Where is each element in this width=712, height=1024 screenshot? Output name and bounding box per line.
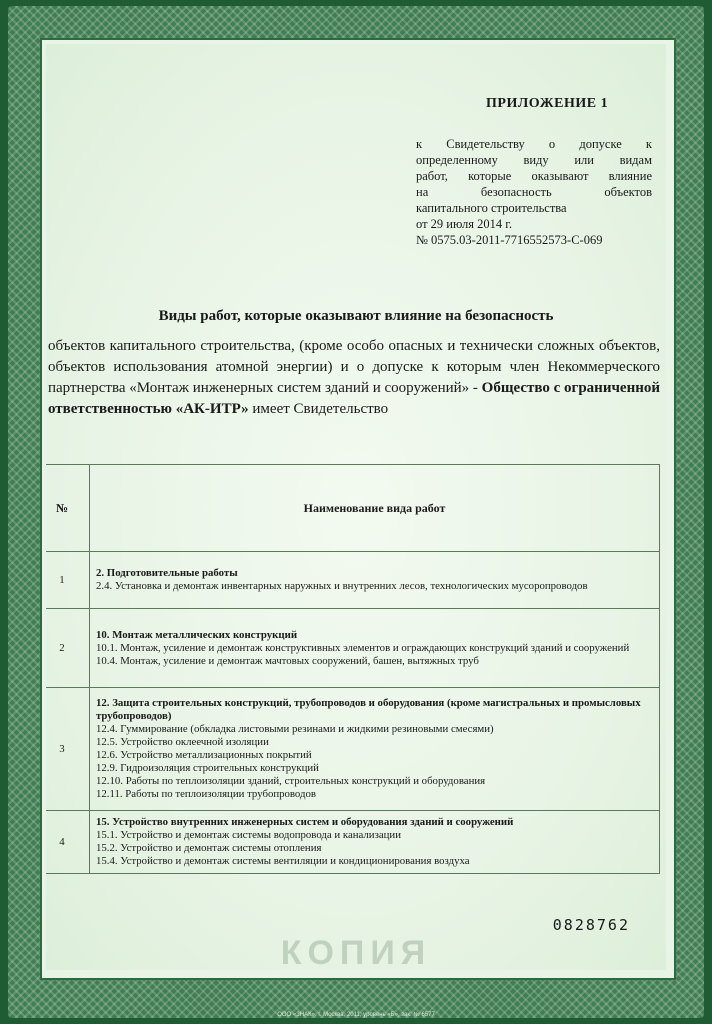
- work-cell: [90, 552, 660, 609]
- company-name: Общество с ограниченной ответственностью «АК-ИТР»: [48, 380, 661, 417]
- work-item: 15.2. Устройство и демонтаж системы отопления: [96, 842, 322, 854]
- work-item: 10.4. Монтаж, усиление и демонтаж мачтовых сооружений, башен, вытяжных труб: [96, 654, 479, 667]
- row-number: 1: [46, 552, 90, 609]
- reference-line: капитального строительства: [416, 201, 567, 215]
- intro-tail: имеет Свидетельство: [248, 401, 389, 417]
- reference-line: на безопасность объектов: [416, 185, 652, 199]
- work-item: 12.6. Устройство металлизационных покрытий: [96, 749, 312, 761]
- copy-watermark: КОПИЯ: [280, 934, 432, 970]
- printer-imprint: ООО «ЗНАК», г. Москва, 2011, уровень «Б», зак. № 6577: [277, 1012, 435, 1018]
- table-row: [46, 609, 660, 688]
- work-cell: [90, 688, 660, 811]
- row-number: 3: [46, 688, 90, 811]
- work-cell: [90, 609, 660, 688]
- work-item: 12.11. Работы по теплоизоляции трубопроводов: [96, 788, 317, 800]
- work-item: 12.9. Гидроизоляция строительных конструкций: [96, 762, 319, 774]
- works-table: [46, 464, 660, 874]
- certificate-reference: [416, 136, 652, 248]
- work-cell: [90, 811, 660, 874]
- work-group: 10. Монтаж металлических конструкций: [96, 628, 298, 641]
- table-row: [46, 811, 660, 874]
- reference-line: работ, которые оказывают влияние: [416, 169, 652, 183]
- reference-date: от 29 июля 2014 г.: [416, 217, 513, 231]
- reference-number: № 0575.03-2011-7716552573-С-069: [416, 233, 603, 247]
- row-number: 2: [46, 609, 90, 688]
- table-row: [46, 552, 660, 609]
- appendix-title: ПРИЛОЖЕНИЕ 1: [486, 96, 609, 111]
- intro-text: объектов капитального строительства, (кроме особо опасных и технически сложных объектов, объектов использования атомной энергии) и о допуске к которым член Некоммерческого партнерства «Монтаж инженерных систем зданий и сооружений» -: [48, 338, 660, 396]
- work-item: 15.1. Устройство и демонтаж системы водопровода и канализации: [96, 829, 401, 841]
- reference-line: к Свидетельству о допуске к: [416, 137, 652, 151]
- work-item: 12.10. Работы по теплоизоляции зданий, строительных конструкций и оборудования: [96, 775, 486, 787]
- work-item: 10.1. Монтаж, усиление и демонтаж конструктивных элементов и ограждающих конструкций зданий и сооружений: [96, 641, 630, 654]
- row-number: 4: [46, 811, 90, 874]
- reference-line: определенному виду или видам: [416, 153, 652, 167]
- work-group: 12. Защита строительных конструкций, трубопроводов и оборудования (кроме магистральных и промысловых трубопроводов): [96, 697, 641, 722]
- work-item: 2.4. Установка и демонтаж инвентарных наружных и внутренних лесов, технологических мусоропроводов: [96, 580, 588, 592]
- document-body: [46, 44, 666, 970]
- column-header-number: №: [46, 465, 90, 552]
- intro-paragraph: [48, 336, 660, 420]
- section-title: Виды работ, которые оказывают влияние на безопасность: [158, 308, 554, 324]
- table-row: [46, 688, 660, 811]
- column-header-name: Наименование вида работ: [90, 465, 660, 552]
- work-item: 12.4. Гуммирование (обкладка листовыми резинами и жидкими резиновыми смесями): [96, 723, 494, 735]
- work-group: 2. Подготовительные работы: [96, 567, 238, 579]
- work-item: 12.5. Устройство оклеечной изоляции: [96, 736, 269, 748]
- work-item: 15.4. Устройство и демонтаж системы вентиляции и кондиционирования воздуха: [96, 855, 470, 867]
- serial-number: 0828762: [552, 916, 630, 934]
- work-group: 15. Устройство внутренних инженерных систем и оборудования зданий и сооружений: [96, 816, 514, 828]
